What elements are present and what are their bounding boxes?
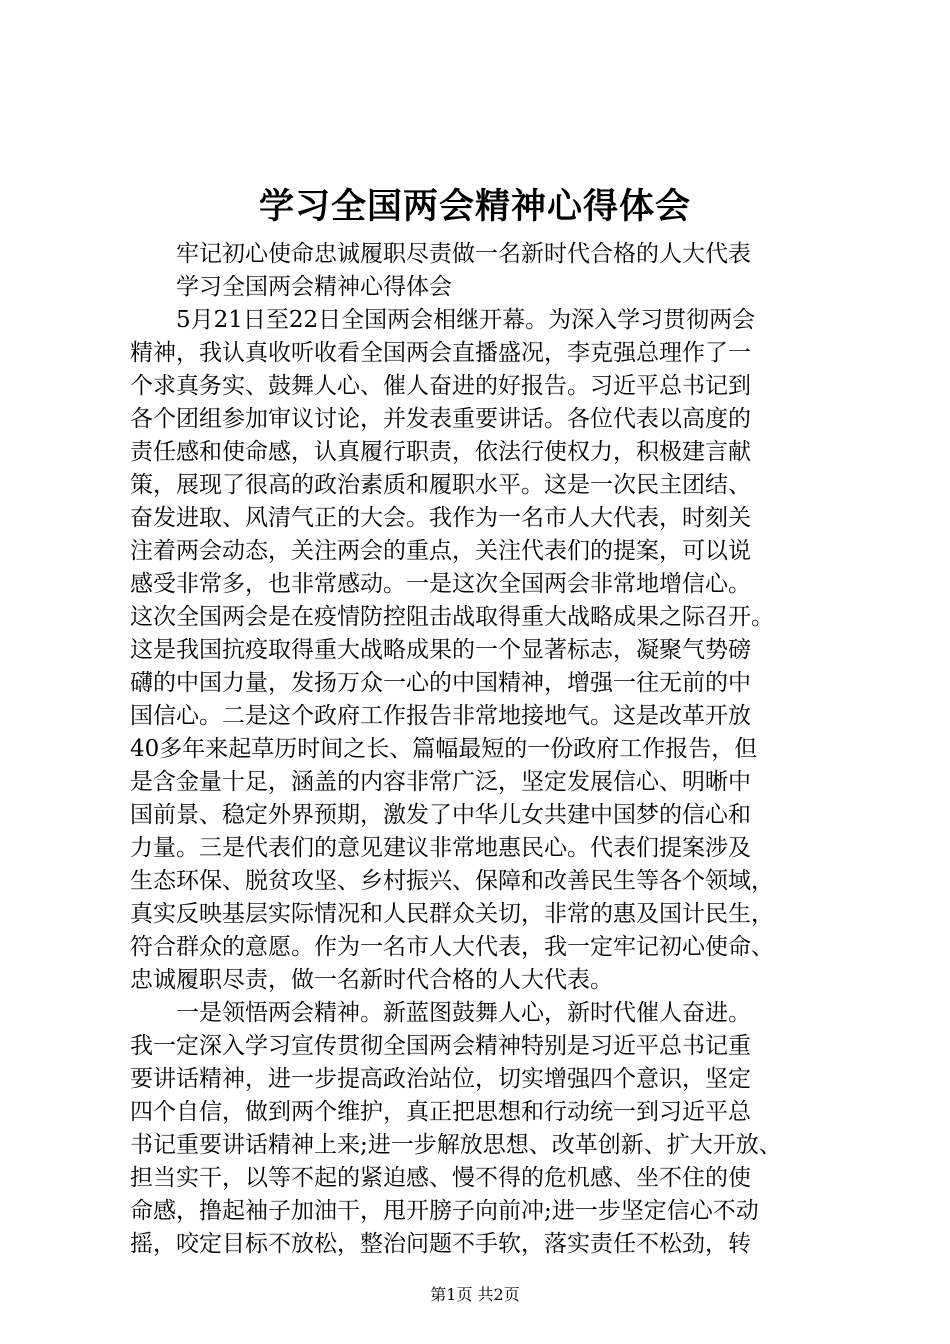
body-line: 国信心。二是这个政府工作报告非常地接地气。这是改革开放: [130, 703, 751, 729]
body-line: 40多年来起草历时间之长、篇幅最短的一份政府工作报告，但: [130, 736, 758, 762]
body-line: 书记重要讲话精神上来;进一步解放思想、改革创新、扩大开放、: [130, 1132, 782, 1158]
page-footer: 第1页 共2页: [430, 1285, 520, 1304]
body-line: 四个自信，做到两个维护，真正把思想和行动统一到习近平总: [130, 1099, 751, 1125]
body-line: 真实反映基层实际情况和人民群众关切，非常的惠及国计民生，: [130, 901, 774, 927]
body-line: 国前景、稳定外界预期，激发了中华儿女共建中国梦的信心和: [130, 802, 751, 828]
body-line: 各个团组参加审议讨论，并发表重要讲话。各位代表以高度的: [130, 406, 751, 432]
body-line: 学习全国两会精神心得体会: [176, 274, 452, 300]
body-line: 注着两会动态，关注两会的重点，关注代表们的提案，可以说: [130, 538, 751, 564]
document-body: [130, 238, 830, 1261]
body-line: 我一定深入学习宣传贯彻全国两会精神特别是习近平总书记重: [130, 1033, 751, 1059]
body-line: 一是领悟两会精神。新蓝图鼓舞人心，新时代催人奋进。: [176, 1000, 751, 1026]
body-line: 生态环保、脱贫攻坚、乡村振兴、保障和改善民生等各个领域，: [130, 868, 774, 894]
body-line: 担当实干，以等不起的紧迫感、慢不得的危机感、坐不住的使: [130, 1165, 751, 1191]
body-line: 精神，我认真收听收看全国两会直播盛况，李克强总理作了一: [130, 340, 751, 366]
body-line: 忠诚履职尽责，做一名新时代合格的人大代表。: [130, 967, 613, 993]
body-line: 命感，撸起袖子加油干，甩开膀子向前冲;进一步坚定信心不动: [130, 1198, 759, 1224]
body-line: 这次全国两会是在疫情防控阻击战取得重大战略成果之际召开。: [130, 604, 774, 630]
document-title: 学习全国两会精神心得体会: [258, 186, 691, 227]
body-line: 礴的中国力量，发扬万众一心的中国精神，增强一往无前的中: [130, 670, 751, 696]
body-line: 这是我国抗疫取得重大战略成果的一个显著标志，凝聚气势磅: [130, 637, 751, 663]
body-line: 感受非常多，也非常感动。一是这次全国两会非常地增信心。: [130, 571, 751, 597]
body-line: 个求真务实、鼓舞人心、催人奋进的好报告。习近平总书记到: [130, 373, 751, 399]
body-line: 奋发进取、风清气正的大会。我作为一名市人大代表，时刻关: [130, 505, 751, 531]
body-line: 牢记初心使命忠诚履职尽责做一名新时代合格的人大代表: [176, 241, 751, 267]
body-line: 力量。三是代表们的意见建议非常地惠民心。代表们提案涉及: [130, 835, 751, 861]
body-line: 策，展现了很高的政治素质和履职水平。这是一次民主团结、: [130, 472, 751, 498]
body-line: 是含金量十足，涵盖的内容非常广泛，坚定发展信心、明晰中: [130, 769, 751, 795]
body-line: 摇，咬定目标不放松，整治问题不手软，落实责任不松劲，转: [130, 1231, 751, 1257]
body-line: 责任感和使命感，认真履行职责，依法行使权力，积极建言献: [130, 439, 751, 465]
body-line: 5月21日至22日全国两会相继开幕。为深入学习贯彻两会: [176, 307, 756, 333]
body-line: 要讲话精神，进一步提高政治站位，切实增强四个意识，坚定: [130, 1066, 751, 1092]
body-line: 符合群众的意愿。作为一名市人大代表，我一定牢记初心使命、: [130, 934, 774, 960]
